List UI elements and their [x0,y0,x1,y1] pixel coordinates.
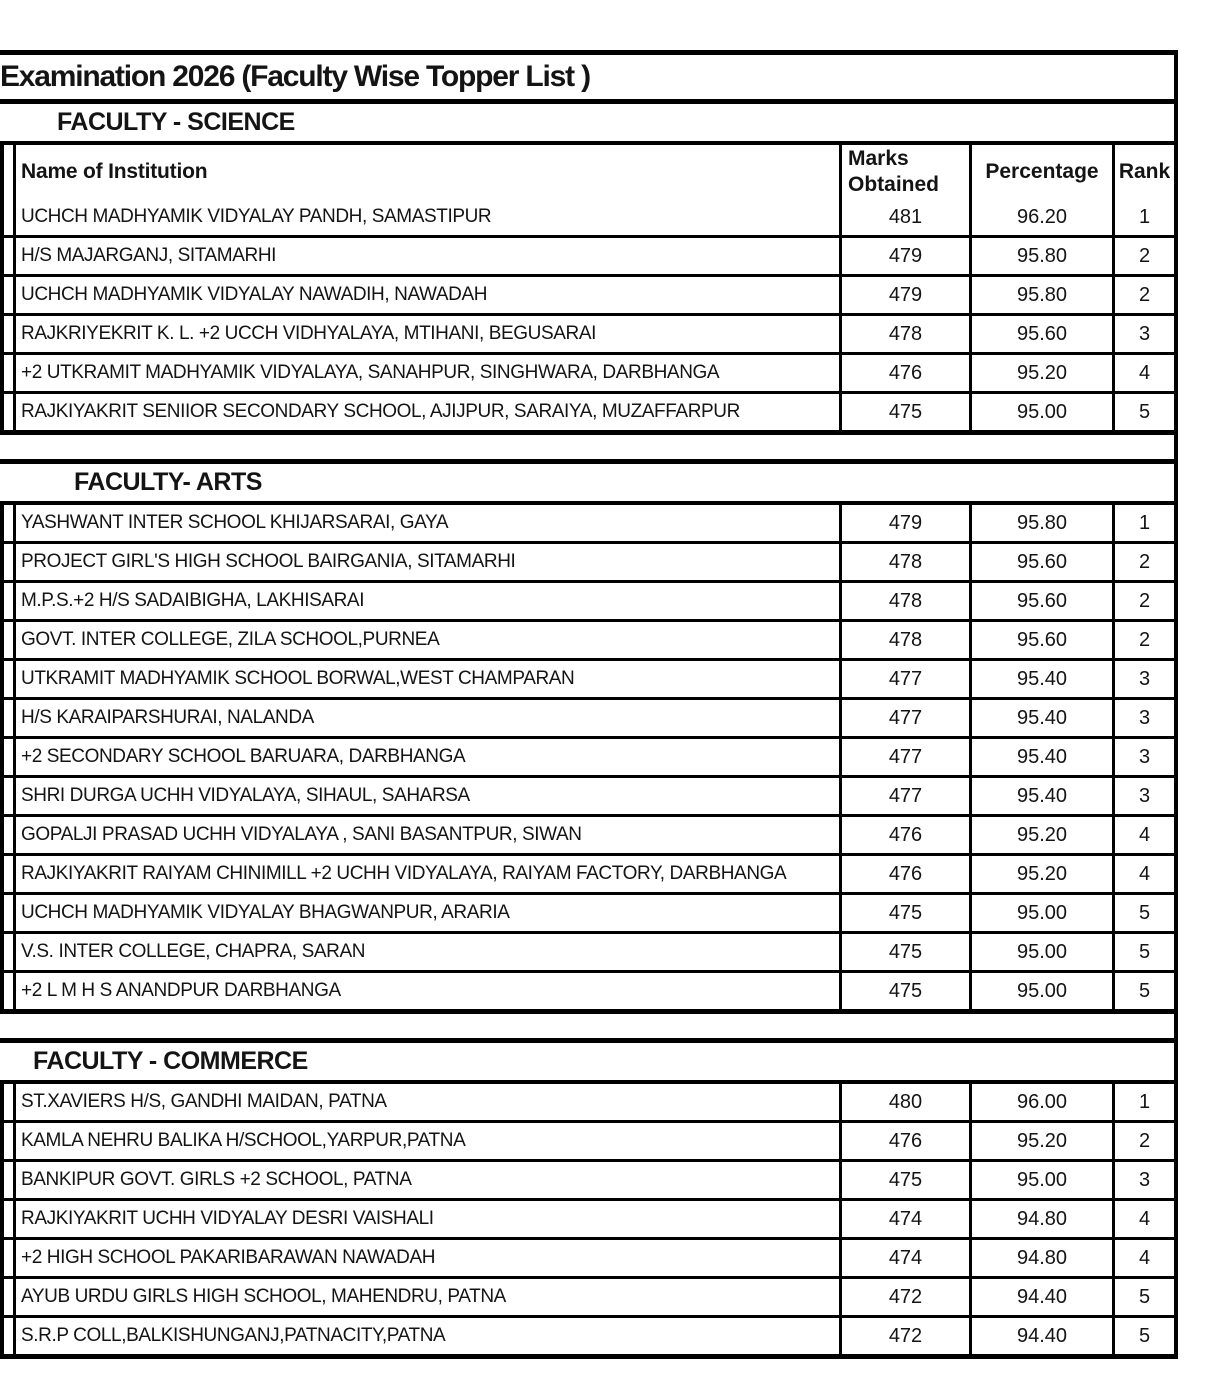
rank-cell: 3 [1112,1162,1174,1198]
leftover-column-cell [4,316,13,352]
leftover-column-cell [4,778,13,814]
institution-cell: KAMLA NEHRU BALIKA H/SCHOOL,YARPUR,PATNA [13,1123,839,1159]
leftover-column-cell [4,145,13,199]
table-row [4,235,1174,274]
rank-cell: 5 [1112,973,1174,1009]
marks-cell: 479 [839,238,969,274]
rank-cell: 5 [1112,895,1174,931]
leftover-column-cell [4,1201,13,1237]
percentage-cell: 95.40 [969,700,1112,736]
marks-cell: 476 [839,817,969,853]
science-table [0,145,1174,435]
table-row [4,619,1174,658]
rank-cell: 5 [1112,1279,1174,1315]
leftover-column-cell [4,505,13,541]
marks-cell: 478 [839,622,969,658]
percentage-cell: 95.80 [969,277,1112,313]
marks-cell: 472 [839,1279,969,1315]
table-row [4,1120,1174,1159]
institution-cell: +2 L M H S ANANDPUR DARBHANGA [13,973,839,1009]
marks-cell: 477 [839,739,969,775]
marks-cell: 479 [839,277,969,313]
rank-cell: 2 [1112,622,1174,658]
leftover-column-cell [4,739,13,775]
table-row [4,970,1174,1009]
marks-cell: 476 [839,355,969,391]
percentage-cell: 95.80 [969,505,1112,541]
leftover-column-cell [4,700,13,736]
percentage-cell: 95.60 [969,622,1112,658]
marks-cell: 477 [839,700,969,736]
science-rows [4,199,1174,430]
arts-rows [4,505,1174,1009]
rank-cell: 1 [1112,505,1174,541]
rank-cell: 3 [1112,739,1174,775]
leftover-column-cell [4,661,13,697]
table-row [4,1159,1174,1198]
table-row [4,931,1174,970]
section-gap [0,435,1174,459]
table-row [4,274,1174,313]
percentage-cell: 95.00 [969,394,1112,430]
section-header-arts-label: FACULTY- ARTS [74,468,262,496]
leftover-column-cell [4,1318,13,1354]
table-row [4,580,1174,619]
table-row [4,1237,1174,1276]
table-row [4,814,1174,853]
percentage-cell: 94.80 [969,1240,1112,1276]
rank-cell: 1 [1112,199,1174,235]
leftover-column-cell [4,1279,13,1315]
marks-cell: 479 [839,505,969,541]
marks-cell: 477 [839,778,969,814]
leftover-column-cell [4,394,13,430]
leftover-column-cell [4,895,13,931]
percentage-cell: 94.40 [969,1318,1112,1354]
rank-cell: 5 [1112,934,1174,970]
leftover-column-cell [4,199,13,235]
percentage-cell: 95.00 [969,934,1112,970]
rank-cell: 5 [1112,1318,1174,1354]
section-header-commerce [0,1038,1174,1084]
table-header-row [4,145,1174,199]
institution-cell: RAJKIYAKRIT RAIYAM CHINIMILL +2 UCHH VIDYALAYA, RAIYAM FACTORY, DARBHANGA [13,856,839,892]
leftover-column-cell [4,1084,13,1120]
rank-cell: 4 [1112,817,1174,853]
percentage-cell: 95.60 [969,583,1112,619]
institution-cell: +2 UTKRAMIT MADHYAMIK VIDYALAYA, SANAHPUR, SINGHWARA, DARBHANGA [13,355,839,391]
institution-cell: BANKIPUR GOVT. GIRLS +2 SCHOOL, PATNA [13,1162,839,1198]
institution-cell: UCHCH MADHYAMIK VIDYALAY NAWADIH, NAWADAH [13,277,839,313]
column-header-percentage: Percentage [969,145,1112,199]
percentage-cell: 95.60 [969,316,1112,352]
section-gap [0,1014,1174,1038]
rank-cell: 2 [1112,277,1174,313]
institution-cell: H/S MAJARGANJ, SITAMARHI [13,238,839,274]
institution-cell: M.P.S.+2 H/S SADAIBIGHA, LAKHISARAI [13,583,839,619]
rank-cell: 3 [1112,316,1174,352]
leftover-column-cell [4,973,13,1009]
table-row [4,1084,1174,1120]
percentage-cell: 95.00 [969,973,1112,1009]
marks-cell: 475 [839,394,969,430]
marks-cell: 478 [839,583,969,619]
institution-cell: AYUB URDU GIRLS HIGH SCHOOL, MAHENDRU, PATNA [13,1279,839,1315]
table-row [4,199,1174,235]
table-row [4,1198,1174,1237]
marks-cell: 475 [839,973,969,1009]
arts-table [0,505,1174,1014]
column-header-rank: Rank [1112,145,1174,199]
rank-cell: 1 [1112,1084,1174,1120]
table-row [4,1315,1174,1354]
leftover-column-cell [4,355,13,391]
section-commerce [0,1038,1174,1359]
percentage-cell: 95.20 [969,817,1112,853]
marks-cell: 474 [839,1240,969,1276]
marks-cell: 481 [839,199,969,235]
table-row [4,391,1174,430]
percentage-cell: 95.00 [969,895,1112,931]
leftover-column-cell [4,277,13,313]
section-header-science [0,104,1174,145]
institution-cell: RAJKIYAKRIT UCHH VIDYALAY DESRI VAISHALI [13,1201,839,1237]
percentage-cell: 95.40 [969,739,1112,775]
rank-cell: 4 [1112,1240,1174,1276]
percentage-cell: 95.60 [969,544,1112,580]
percentage-cell: 96.20 [969,199,1112,235]
percentage-cell: 95.20 [969,1123,1112,1159]
column-header-institution: Name of Institution [13,145,839,199]
rank-cell: 3 [1112,661,1174,697]
marks-cell: 475 [839,1162,969,1198]
rank-cell: 3 [1112,700,1174,736]
section-science [0,104,1174,435]
column-header-marks: Marks Obtained [839,145,969,199]
percentage-cell: 95.40 [969,661,1112,697]
percentage-cell: 95.00 [969,1162,1112,1198]
section-header-arts [0,459,1174,505]
commerce-table [0,1084,1174,1359]
marks-cell: 474 [839,1201,969,1237]
institution-cell: PROJECT GIRL'S HIGH SCHOOL BAIRGANIA, SITAMARHI [13,544,839,580]
institution-cell: RAJKIYAKRIT SENIIOR SECONDARY SCHOOL, AJIJPUR, SARAIYA, MUZAFFARPUR [13,394,839,430]
rank-cell: 4 [1112,355,1174,391]
institution-cell: V.S. INTER COLLEGE, CHAPRA, SARAN [13,934,839,970]
marks-cell: 480 [839,1084,969,1120]
percentage-cell: 95.20 [969,856,1112,892]
institution-cell: UTKRAMIT MADHYAMIK SCHOOL BORWAL,WEST CHAMPARAN [13,661,839,697]
leftover-column-cell [4,1240,13,1276]
rank-cell: 2 [1112,1123,1174,1159]
marks-cell: 476 [839,856,969,892]
rank-cell: 4 [1112,856,1174,892]
table-row [4,775,1174,814]
percentage-cell: 95.40 [969,778,1112,814]
table-row [4,736,1174,775]
institution-cell: UCHCH MADHYAMIK VIDYALAY BHAGWANPUR, ARARIA [13,895,839,931]
institution-cell: ST.XAVIERS H/S, GANDHI MAIDAN, PATNA [13,1084,839,1120]
leftover-column-cell [4,238,13,274]
page-title [0,50,1174,104]
table-row [4,313,1174,352]
marks-cell: 478 [839,544,969,580]
leftover-column-cell [4,856,13,892]
table-row [4,658,1174,697]
table-row [4,352,1174,391]
table-row [4,853,1174,892]
leftover-column-cell [4,934,13,970]
leftover-column-cell [4,1162,13,1198]
institution-cell: +2 HIGH SCHOOL PAKARIBARAWAN NAWADAH [13,1240,839,1276]
leftover-column-cell [4,583,13,619]
institution-cell: YASHWANT INTER SCHOOL KHIJARSARAI, GAYA [13,505,839,541]
section-header-science-label: FACULTY - SCIENCE [57,108,295,136]
table-row [4,1276,1174,1315]
rank-cell: 2 [1112,583,1174,619]
table-row [4,892,1174,931]
table-row [4,505,1174,541]
leftover-column-cell [4,622,13,658]
institution-cell: RAJKRIYEKRIT K. L. +2 UCCH VIDHYALAYA, MTIHANI, BEGUSARAI [13,316,839,352]
percentage-cell: 95.20 [969,355,1112,391]
section-arts [0,459,1174,1014]
marks-cell: 475 [839,934,969,970]
percentage-cell: 96.00 [969,1084,1112,1120]
section-header-commerce-label: FACULTY - COMMERCE [33,1047,308,1075]
institution-cell: UCHCH MADHYAMIK VIDYALAY PANDH, SAMASTIPUR [13,199,839,235]
leftover-column-cell [4,1123,13,1159]
page-title-text: Examination 2026 (Faculty Wise Topper List ) [0,60,590,93]
leftover-column-cell [4,544,13,580]
commerce-rows [4,1084,1174,1354]
institution-cell: SHRI DURGA UCHH VIDYALAYA, SIHAUL, SAHARSA [13,778,839,814]
leftover-column-cell [4,817,13,853]
marks-cell: 478 [839,316,969,352]
marks-cell: 476 [839,1123,969,1159]
institution-cell: GOVT. INTER COLLEGE, ZILA SCHOOL,PURNEA [13,622,839,658]
topper-list-document [0,50,1178,1359]
rank-cell: 2 [1112,238,1174,274]
institution-cell: GOPALJI PRASAD UCHH VIDYALAYA , SANI BASANTPUR, SIWAN [13,817,839,853]
table-row [4,541,1174,580]
percentage-cell: 94.80 [969,1201,1112,1237]
rank-cell: 4 [1112,1201,1174,1237]
marks-cell: 475 [839,895,969,931]
rank-cell: 2 [1112,544,1174,580]
institution-cell: +2 SECONDARY SCHOOL BARUARA, DARBHANGA [13,739,839,775]
rank-cell: 3 [1112,778,1174,814]
marks-cell: 477 [839,661,969,697]
institution-cell: H/S KARAIPARSHURAI, NALANDA [13,700,839,736]
percentage-cell: 94.40 [969,1279,1112,1315]
rank-cell: 5 [1112,394,1174,430]
marks-cell: 472 [839,1318,969,1354]
percentage-cell: 95.80 [969,238,1112,274]
table-row [4,697,1174,736]
institution-cell: S.R.P COLL,BALKISHUNGANJ,PATNACITY,PATNA [13,1318,839,1354]
